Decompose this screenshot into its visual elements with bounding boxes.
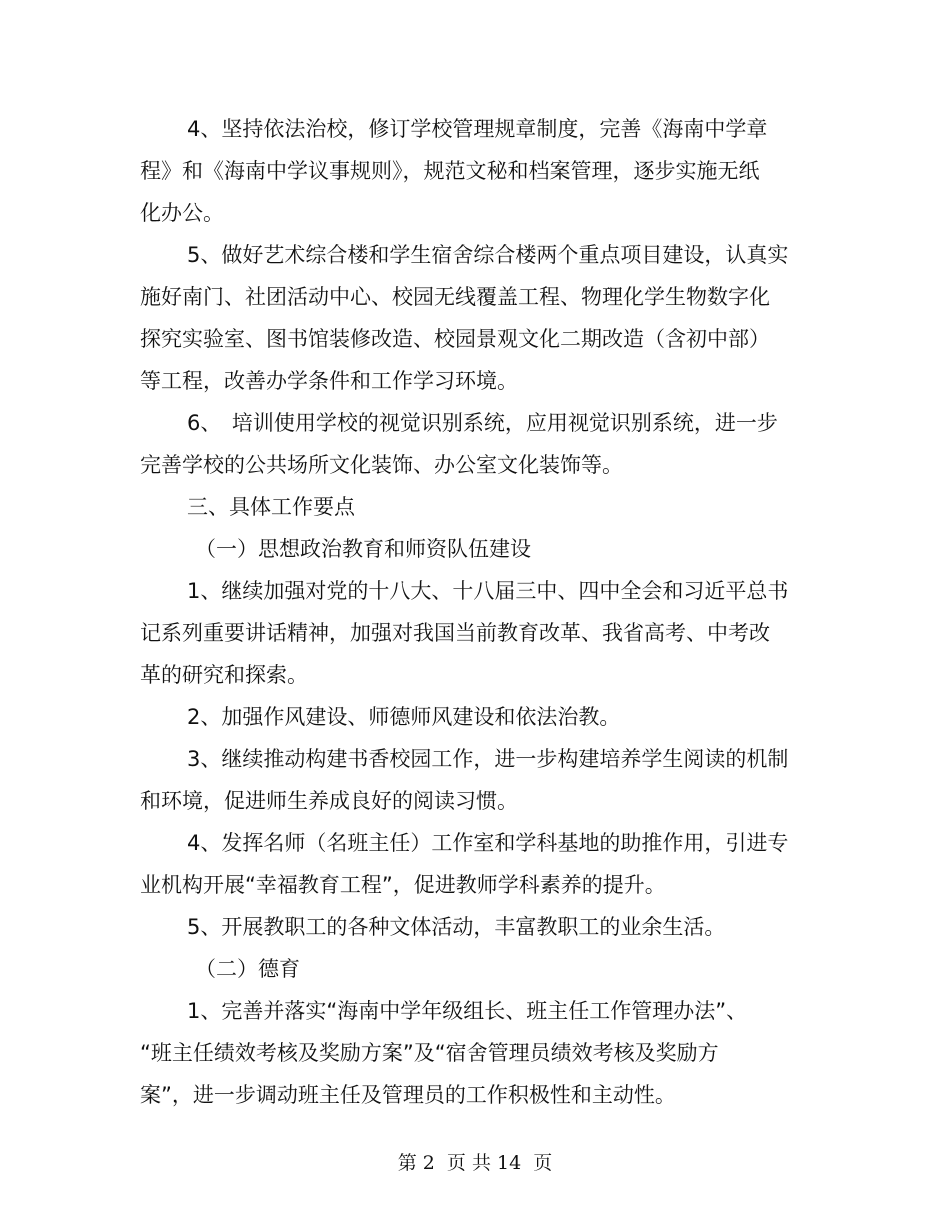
paragraph-line: 化办公。 xyxy=(140,201,224,225)
paragraph-line: 4、发挥名师（名班主任）工作室和学科基地的助推作用，引进专 xyxy=(187,831,789,855)
paragraph-line: “班主任绩效考核及奖励方案”及“宿舍管理员绩效考核及奖励方 xyxy=(140,1041,719,1065)
paragraph-line: 5、做好艺术综合楼和学生宿舍综合楼两个重点项目建设，认真实 xyxy=(187,243,789,267)
paragraph-line: 记系列重要讲话精神，加强对我国当前教育改革、我省高考、中考改 xyxy=(140,621,770,645)
paragraph-line: 1、继续加强对党的十八大、十八届三中、四中全会和习近平总书 xyxy=(187,579,789,603)
paragraph-line: 业机构开展“幸福教育工程”，促进教师学科素养的提升。 xyxy=(140,873,666,897)
paragraph-line: 完善学校的公共场所文化装饰、办公室文化装饰等。 xyxy=(140,453,623,477)
paragraph-line: 1、完善并落实“海南中学年级组长、班主任工作管理办法”、 xyxy=(187,999,748,1023)
subsection-heading: （二）德育 xyxy=(195,957,300,981)
document-body xyxy=(140,108,789,1116)
paragraph-line: 和环境，促进师生养成良好的阅读习惯。 xyxy=(140,789,518,813)
paragraph-line: 探究实验室、图书馆装修改造、校园景观文化二期改造（含初中部） xyxy=(140,327,770,351)
paragraph-line: 4、坚持依法治校，修订学校管理规章制度，完善《海南中学章 xyxy=(187,117,768,141)
paragraph-line: 6、 培训使用学校的视觉识别系统，应用视觉识别系统，进一步 xyxy=(187,411,778,435)
paragraph-line: 革的研究和探索。 xyxy=(140,663,308,687)
paragraph-line: 3、继续推动构建书香校园工作，进一步构建培养学生阅读的机制 xyxy=(187,747,789,771)
section-heading: 三、具体工作要点 xyxy=(187,495,355,519)
paragraph-line: 施好南门、社团活动中心、校园无线覆盖工程、物理化学生物数字化 xyxy=(140,285,770,309)
paragraph-line: 案”，进一步调动班主任及管理员的工作积极性和主动性。 xyxy=(140,1083,676,1107)
page-number-label: 第 2 页 共 14 页 xyxy=(397,1152,553,1174)
paragraph-line: 5、开展教职工的各种文体活动，丰富教职工的业余生活。 xyxy=(187,915,726,939)
paragraph-line: 程》和《海南中学议事规则》，规范文秘和档案管理，逐步实施无纸 xyxy=(140,159,760,183)
paragraph-line: 等工程，改善办学条件和工作学习环境。 xyxy=(140,369,518,393)
paragraph-line: 2、加强作风建设、师德师风建设和依法治教。 xyxy=(187,705,621,729)
subsection-heading: （一）思想政治教育和师资队伍建设 xyxy=(195,537,531,561)
page-footer xyxy=(0,1150,950,1176)
